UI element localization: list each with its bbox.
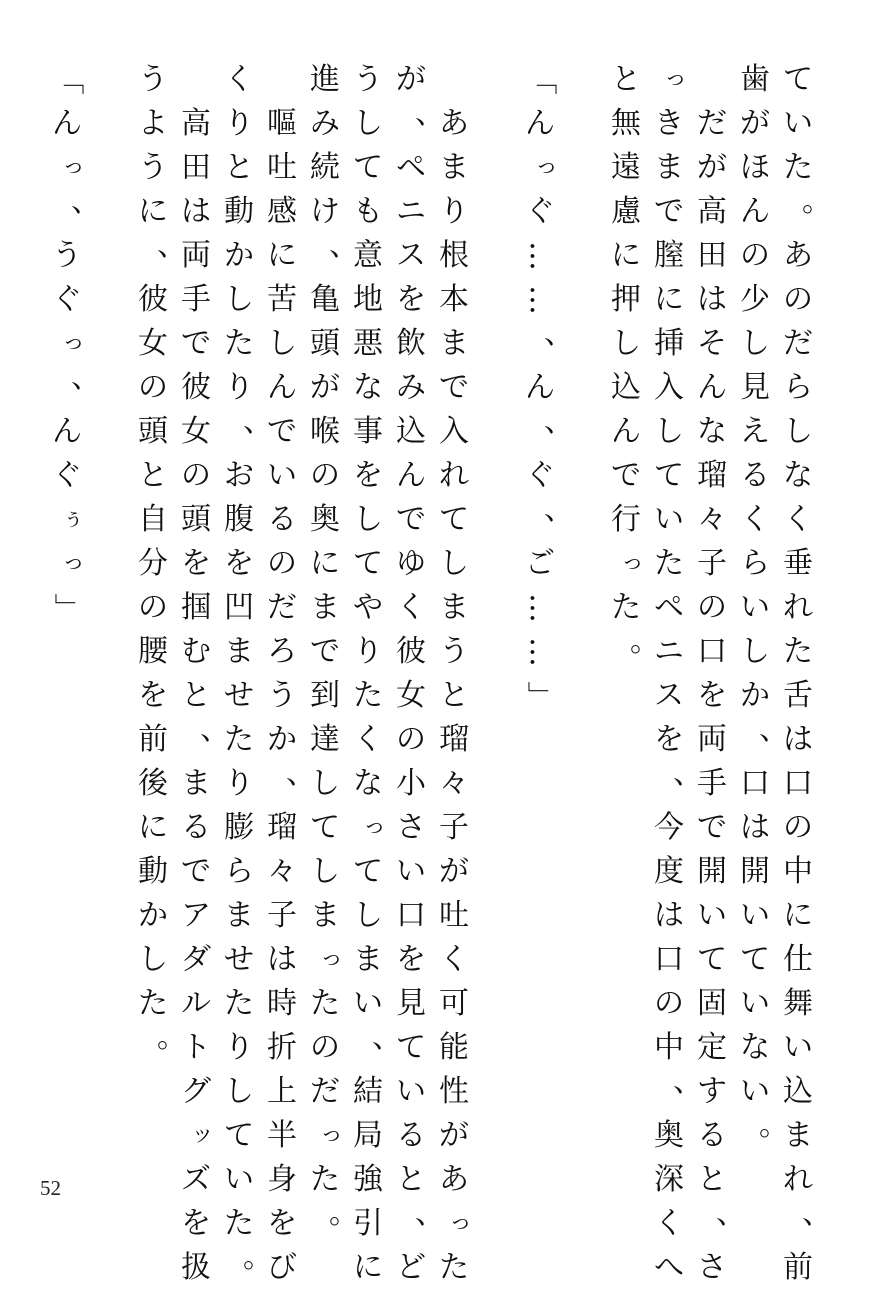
text-column: 歯 が ほ ん の 少 し 見 え る く ら い し か 、 口 は 開 い て い な い 。 bbox=[740, 62, 789, 1143]
text-column: う よ う に 、 彼 女 の 頭 と 自 分 の 腰 を 前 後 に 動 か し た 。 bbox=[138, 62, 187, 1055]
page-number: 52 bbox=[40, 1176, 61, 1200]
text-column: 高 田 は 両 手 で 彼 女 の 頭 を 掴 む と 、 ま る で ア ダ ル ト グ ッ ズ を 扱 bbox=[181, 106, 230, 1285]
text-column: 嘔 吐 感 に 苦 し ん で い る の だ ろ う か 、 瑠 々 子 は 時 折 上 半 身 を び bbox=[267, 106, 316, 1285]
text-column: 「 ん っ ぐ … … 、 ん 、 ぐ 、 ご … … 」 bbox=[523, 65, 574, 711]
text-column: が 、 ペ ニ ス を 飲 み 込 ん で ゆ く 彼 女 の 小 さ い 口 を 見 て い る と 、 ど bbox=[396, 62, 445, 1285]
text-column: 「 ん っ 、 う ぐ っ 、 ん ぐ ぅ っ 」 bbox=[50, 65, 101, 623]
text-column: く り と 動 か し た り 、 お 腹 を 凹 ま せ た り 膨 ら ま せ た り し て い た 。 bbox=[224, 62, 273, 1275]
text-column: っ き ま で 膣 に 挿 入 し て い た ペ ニ ス を 、 今 度 は 口 の 中 、 奥 深 く へ bbox=[654, 65, 703, 1285]
text-column: と 無 遠 慮 に 押 し 込 ん で 行 っ た 。 bbox=[611, 62, 660, 659]
text-column: あ ま り 根 本 ま で 入 れ て し ま う と 瑠 々 子 が 吐 く 可 能 性 が あ っ た bbox=[439, 106, 472, 1285]
text-column: う し て も 意 地 悪 な 事 を し て や り た く な っ て し ま い 、 結 局 強 引 に bbox=[353, 62, 402, 1285]
text-column: て い た 。 あ の だ ら し な く 垂 れ た 舌 は 口 の 中 に 仕 舞 い 込 ま れ 、 前 bbox=[783, 62, 832, 1285]
text-column: 進 み 続 け 、 亀 頭 が 喉 の 奥 に ま で 到 達 し て し ま っ た の だ っ た 。 bbox=[310, 62, 359, 1231]
text-column: だ が 高 田 は そ ん な 瑠 々 子 の 口 を 両 手 で 開 い て 固 定 す る と 、 さ bbox=[697, 106, 746, 1285]
